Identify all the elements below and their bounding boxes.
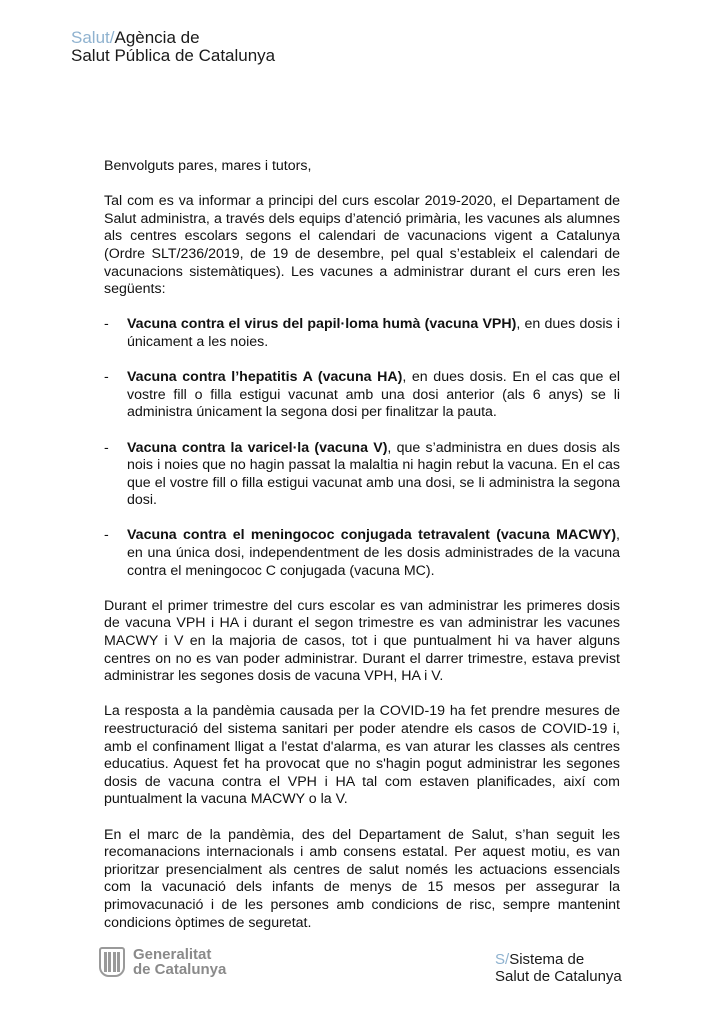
generalitat-line2: de Catalunya (133, 961, 227, 978)
vaccine-title: Vacuna contra el virus del papil·loma humà (vacuna VPH) (127, 316, 517, 333)
agency-logo-line1 (71, 29, 275, 47)
vaccine-title: Vacuna contra l’hepatitis A (vacuna HA) (127, 369, 403, 386)
intro-paragraph: Tal com es va informar a principi del curs escolar 2019-2020, el Departament de Salut administra, a través dels equips d’atenció primària, les vacunes als alumnes als centres escolars segons el calendari de vacunacions vigent a Catalunya (Ordre SLT/236/2019, de 19 de desembre, pel qual s’estableix el calendari de vacunacions sistemàtiques). Les vacunes a administrar durant el curs eren les següents: (104, 193, 620, 298)
sistema-salut-logo (495, 951, 622, 985)
letter-body (104, 158, 620, 950)
dash-bullet: - (104, 369, 109, 386)
vaccine-description: , que s’administra en dues dosis als nois i noies que no hagin passat la malaltia ni hagin rebut la vacuna. En el cas que el vostre fill o filla estigui vacunat amb una dosi, se li administra la segona dosi. (127, 439, 620, 509)
agency-logo-line2: Salut Pública de Catalunya (71, 46, 276, 65)
generalitat-shield-icon (99, 947, 125, 977)
vaccine-item-ha (104, 369, 620, 422)
sistema-logo-text1: Sistema de (509, 951, 585, 968)
vaccine-item-vph (104, 316, 620, 351)
generalitat-logo-text (133, 947, 226, 977)
generalitat-logo (99, 947, 226, 977)
agency-logo (71, 29, 275, 65)
dash-bullet: - (104, 439, 109, 456)
agency-logo-accent: Salut/ (71, 28, 115, 47)
dash-bullet: - (104, 527, 109, 544)
vaccine-description: , en dues dosis i únicament a les noies. (127, 316, 620, 350)
agency-logo-text1: Agència de (114, 28, 200, 47)
paragraph-covid: La resposta a la pandèmia causada per la COVID-19 ha fet prendre mesures de reestructuració del sistema sanitari per poder atendre els casos de COVID-19 i, amb el confinament lligat a l'estat d'alarma, es van aturar les classes als centres educatius. Aquest fet ha provocat que no s'hagin pogut administrar les segones dosis de vacuna contra el VPH i HA tal com estaven planificades, així com puntualment la vacuna MACWY o la V. (104, 703, 620, 808)
paragraph-schedule: Durant el primer trimestre del curs escolar es van administrar les primeres dosis de vacuna VPH i HA i durant el segon trimestre es van administrar les vacunes MACWY i V en la majoria de casos, tot i que puntualment hi va haver alguns centres on no es van poder administrar. Durant el darrer trimestre, estava previst administrar les segones dosis de vacuna VPH, HA i V. (104, 597, 620, 685)
vaccine-item-v (104, 440, 620, 510)
vaccine-title: Vacuna contra el meningococ conjugada tetravalent (vacuna MACWY) (127, 527, 617, 544)
sistema-logo-line1 (495, 951, 622, 968)
greeting: Benvolguts pares, mares i tutors, (104, 158, 312, 174)
vaccine-list (104, 316, 620, 580)
vaccine-description: , en dues dosis. En el cas que el vostre fill o filla estigui vacunat amb una dosi anterior (als 6 anys) se li administra únicament la segona dosi per finalitzar la pauta. (127, 369, 620, 421)
vaccine-description: , en una única dosi, independentment de les dosis administrades de la vacuna contra el meningococ C conjugada (vacuna MC). (127, 527, 620, 579)
vaccine-title: Vacuna contra la varicel·la (vacuna V) (127, 439, 388, 456)
dash-bullet: - (104, 316, 109, 333)
sistema-logo-accent: S/ (495, 951, 510, 968)
sistema-logo-line2: Salut de Catalunya (495, 968, 622, 985)
generalitat-line1: Generalitat (133, 946, 212, 963)
vaccine-item-macwy (104, 527, 620, 580)
paragraph-recommendations: En el marc de la pandèmia, des del Departament de Salut, s’han seguit les recomanacions internacionals i amb consens estatal. Per aquest motiu, es van prioritzar presencialment als centres de salut només les actuacions essencials com la vacunació dels infants de menys de 15 mesos per assegurar la primovacunació i de les persones amb condicions de risc, sempre mantenint condicions òptimes de seguretat. (104, 826, 620, 931)
